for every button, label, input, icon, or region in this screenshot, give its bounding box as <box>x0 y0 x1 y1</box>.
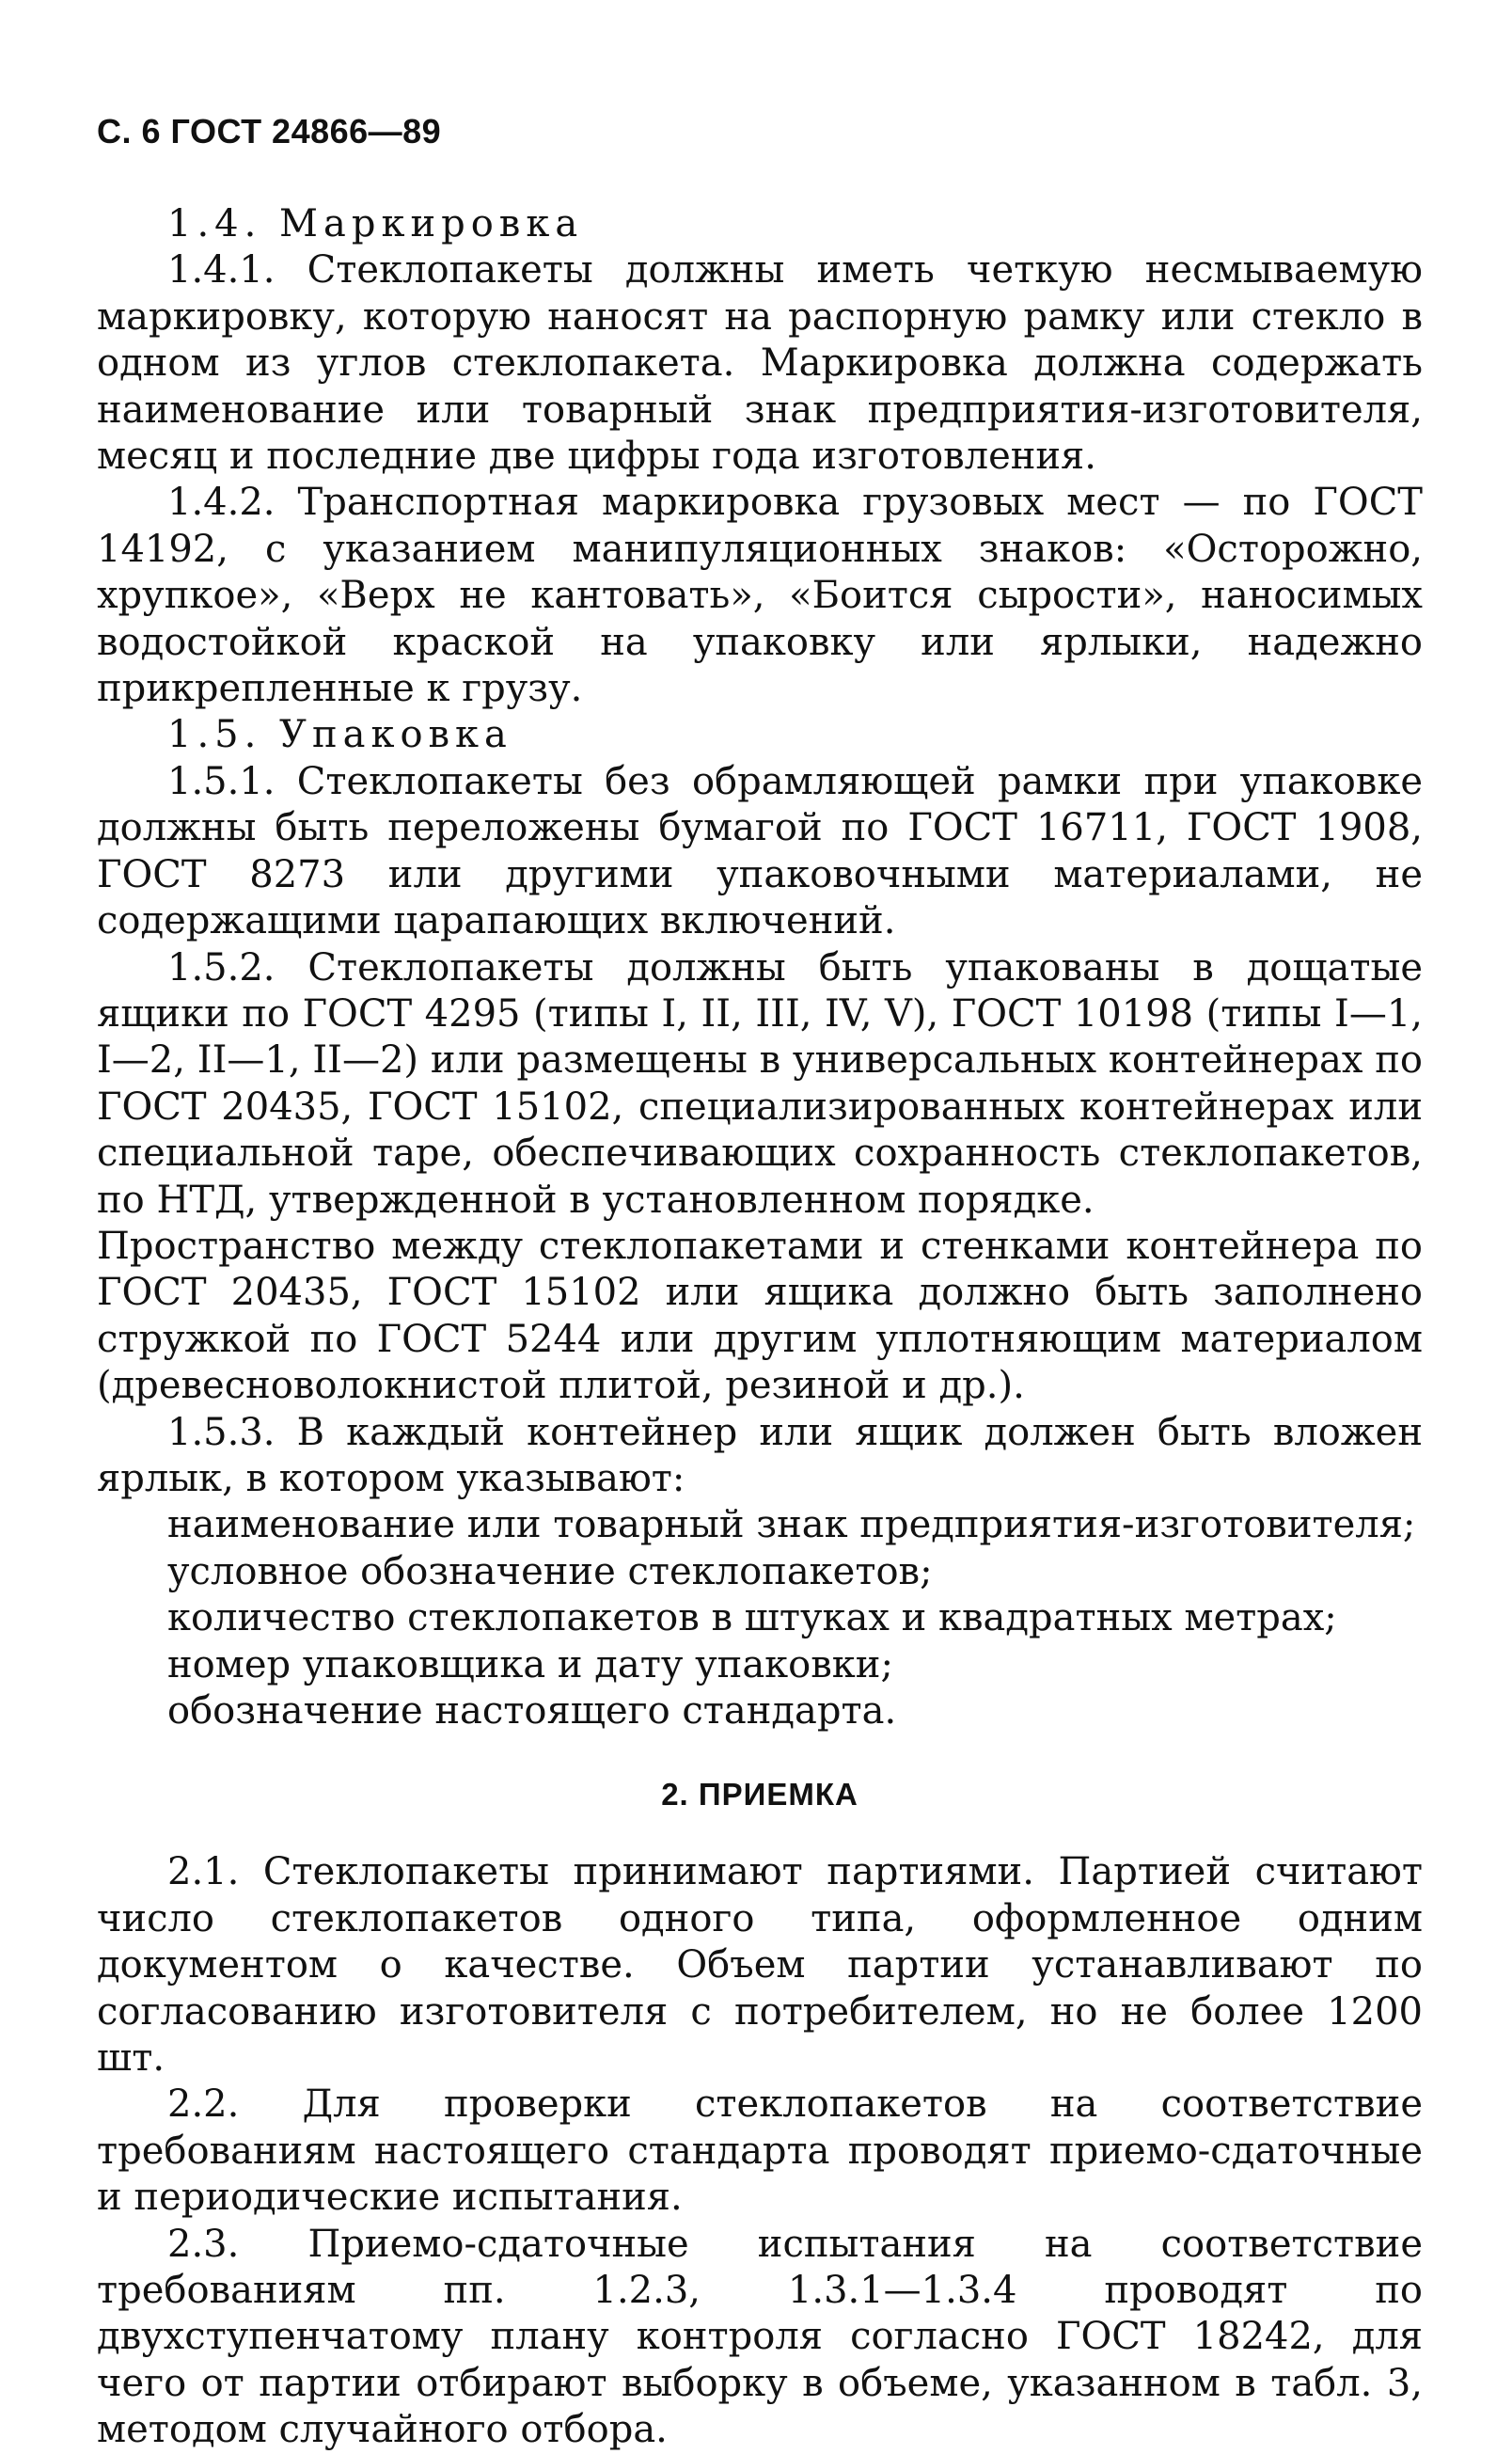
paragraph-1-5-3: 1.5.3. В каждый контейнер или ящик должен быть вложен ярлык, в котором указывают: <box>97 1410 1423 1500</box>
page-header: С. 6 ГОСТ 24866—89 <box>97 112 442 150</box>
list-item: количество стеклопакетов в штуках и квадратных метрах; <box>167 1596 1337 1640</box>
paragraph-1-4-2: 1.4.2. Транспортная маркировка грузовых мест — по ГОСТ 14192, с указанием манипуляционных знаков: «Осторожно, хрупкое», «Верх не кантовать», «Боится сырости», наносимых водостойкой краской на упаковку или ярлыки, надежно прикрепленные к грузу. <box>97 481 1423 711</box>
paragraph-1-5-2-continued: Пространство между стеклопакетами и стенками контейнера по ГОСТ 20435, ГОСТ 15102 или ящика должно быть заполнено стружкой по ГОСТ 5244 или другим уплотняющим материалом (древесноволокнистой плитой, резиной и др.). <box>97 1224 1423 1408</box>
paragraph-1-5-2: 1.5.2. Стеклопакеты должны быть упакованы в дощатые ящики по ГОСТ 4295 (типы I, II, III, IV, V), ГОСТ 10198 (типы I—1, I—2, II—1, II—2) или размещены в универсальных контейнерах по ГОСТ 20435, ГОСТ 15102, специализированных контейнерах или специальной таре, обеспечивающих сохранность стеклопакетов, по НТД, утвержденной в установленном порядке. <box>97 945 1423 1222</box>
paragraph-2-3: 2.3. Приемо-сдаточные испытания на соответствие требованиям пп. 1.2.3, 1.3.1—1.3.4 проводят по двухступенчатому плану контроля согласно ГОСТ 18242, для чего от партии отбирают выборку в объеме, указанном в табл. 3, методом случайного отбора. <box>97 2222 1423 2452</box>
list-item: обозначение настоящего стандарта. <box>167 1689 897 1733</box>
list-item: наименование или товарный знак предприятия-изготовителя; <box>167 1503 1416 1547</box>
section-heading-1-5: 1.5. Упаковка <box>167 713 512 757</box>
paragraph-2-2: 2.2. Для проверки стеклопакетов на соответствие требованиям настоящего стандарта проводят приемо-сдаточные и периодические испытания. <box>97 2082 1423 2220</box>
document-body <box>97 201 1423 2454</box>
paragraph-1-5-1: 1.5.1. Стеклопакеты без обрамляющей рамки при упаковке должны быть переложены бумагой по ГОСТ 16711, ГОСТ 1908, ГОСТ 8273 или другими упаковочными материалами, не содержащими царапающих включений. <box>97 759 1423 943</box>
list-item: условное обозначение стеклопакетов; <box>167 1549 933 1593</box>
paragraph-1-4-1: 1.4.1. Стеклопакеты должны иметь четкую несмываемую маркировку, которую наносят на распорную рамку или стекло в одном из углов стеклопакета. Маркировка должна содержать наименование или товарный знак предприятия-изготовителя, месяц и последние две цифры года изготовления. <box>97 248 1423 479</box>
section-heading-1-4: 1.4. Маркировка <box>167 202 584 245</box>
section-title-2: 2. ПРИЕМКА <box>661 1777 858 1813</box>
paragraph-2-1: 2.1. Стеклопакеты принимают партиями. Партией считают число стеклопакетов одного типа, оформленное одним документом о качестве. Объем партии устанавливают по согласованию изготовителя с потребителем, но не более 1200 шт. <box>97 1850 1423 2081</box>
list-item: номер упаковщика и дату упаковки; <box>167 1642 893 1686</box>
